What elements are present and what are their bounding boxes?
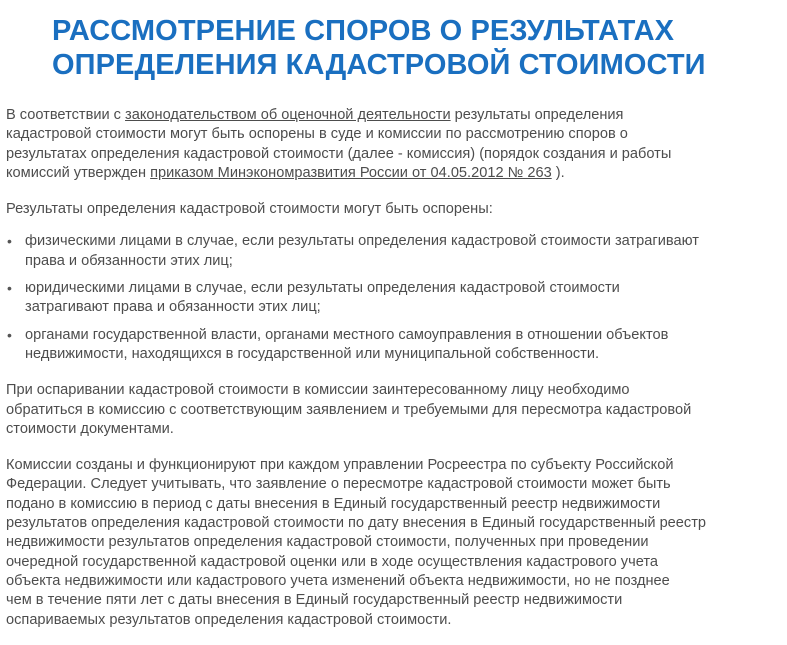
page-title-line-1: РАССМОТРЕНИЕ СПОРОВ О РЕЗУЛЬТАТАХ <box>52 15 675 47</box>
page-title-line-2: ОПРЕДЕЛЕНИЯ КАДАСТРОВОЙ СТОИМОСТИ <box>52 49 706 81</box>
paragraph-line: Комиссии созданы и функционируют при каждом управлении Росреестра по субъекту Российской <box>6 457 674 474</box>
intro-text: ). <box>551 164 565 181</box>
bullet-icon: • <box>7 280 12 297</box>
intro-line-3: результатах определения кадастровой стоимости (далее - комиссия) (порядок создания и работы <box>6 145 672 162</box>
intro-text: результаты определения <box>450 107 624 123</box>
list-item <box>6 232 776 271</box>
list-item-line: органами государственной власти, органами местного самоуправления в отношении объектов <box>25 326 669 343</box>
intro-text: В соответствии с <box>6 107 126 123</box>
bullet-icon: • <box>7 233 12 250</box>
intro-line-4 <box>6 164 776 183</box>
list-intro-paragraph: Результаты определения кадастровой стоимости могут быть оспорены: <box>6 201 493 218</box>
list-item-line: права и обязанности этих лиц; <box>25 252 233 269</box>
disputants-list <box>6 232 776 364</box>
deadline-paragraph <box>6 456 776 630</box>
intro-text: комиссий утвержден <box>6 164 151 181</box>
paragraph-line: объекта недвижимости или кадастрового учета изменений объекта недвижимости, но не позднее <box>6 572 670 589</box>
commission-paragraph <box>6 381 776 439</box>
list-item-line: затрагивают права и обязанности этих лиц; <box>25 299 321 316</box>
list-item-line: юридическими лицами в случае, если результаты определения кадастровой стоимости <box>25 280 620 297</box>
article-body <box>6 106 776 630</box>
bullet-icon: • <box>7 326 12 343</box>
order-link[interactable]: приказом Минэкономразвития России от 04.05.2012 № 263 <box>150 164 552 181</box>
paragraph-line: стоимости документами. <box>6 420 174 437</box>
paragraph-line: При оспаривании кадастровой стоимости в комиссии заинтересованному лицу необходимо <box>6 382 630 399</box>
paragraph-line: оспариваемых результатов определения кадастровой стоимости. <box>6 611 452 628</box>
list-item-line: физическими лицами в случае, если результаты определения кадастровой стоимости затрагивают <box>25 233 699 250</box>
page-title <box>52 14 772 82</box>
intro-line-2: кадастровой стоимости могут быть оспорены в суде и комиссии по рассмотрению споров о <box>6 126 628 143</box>
law-link[interactable]: законодательством об оценочной деятельности <box>125 107 451 123</box>
paragraph-line: Федерации. Следует учитывать, что заявление о пересмотре кадастровой стоимости может быть <box>6 476 671 493</box>
paragraph-line: обратиться в комиссию с соответствующим заявлением и требуемыми для пересмотра кадастровой <box>6 401 692 418</box>
paragraph-line: очередной государственной кадастровой оценки или в ходе осуществления кадастрового учета <box>6 553 658 570</box>
paragraph-line: результатов определения кадастровой стоимости по дату внесения в Единый государственный реестр <box>6 515 707 532</box>
intro-paragraph <box>6 106 776 183</box>
paragraph-line: недвижимости результатов определения кадастровой стоимости, полученных при проведении <box>6 534 649 551</box>
intro-line-1 <box>6 106 776 125</box>
paragraph-line: чем в течение пяти лет с даты внесения в Единый государственный реестр недвижимости <box>6 592 623 609</box>
list-item-line: недвижимости, находящихся в государственной или муниципальной собственности. <box>25 345 600 362</box>
list-item <box>6 326 776 365</box>
paragraph-line: подано в комиссию в период с даты внесения в Единый государственный реестр недвижимости <box>6 495 661 512</box>
list-item <box>6 279 776 318</box>
